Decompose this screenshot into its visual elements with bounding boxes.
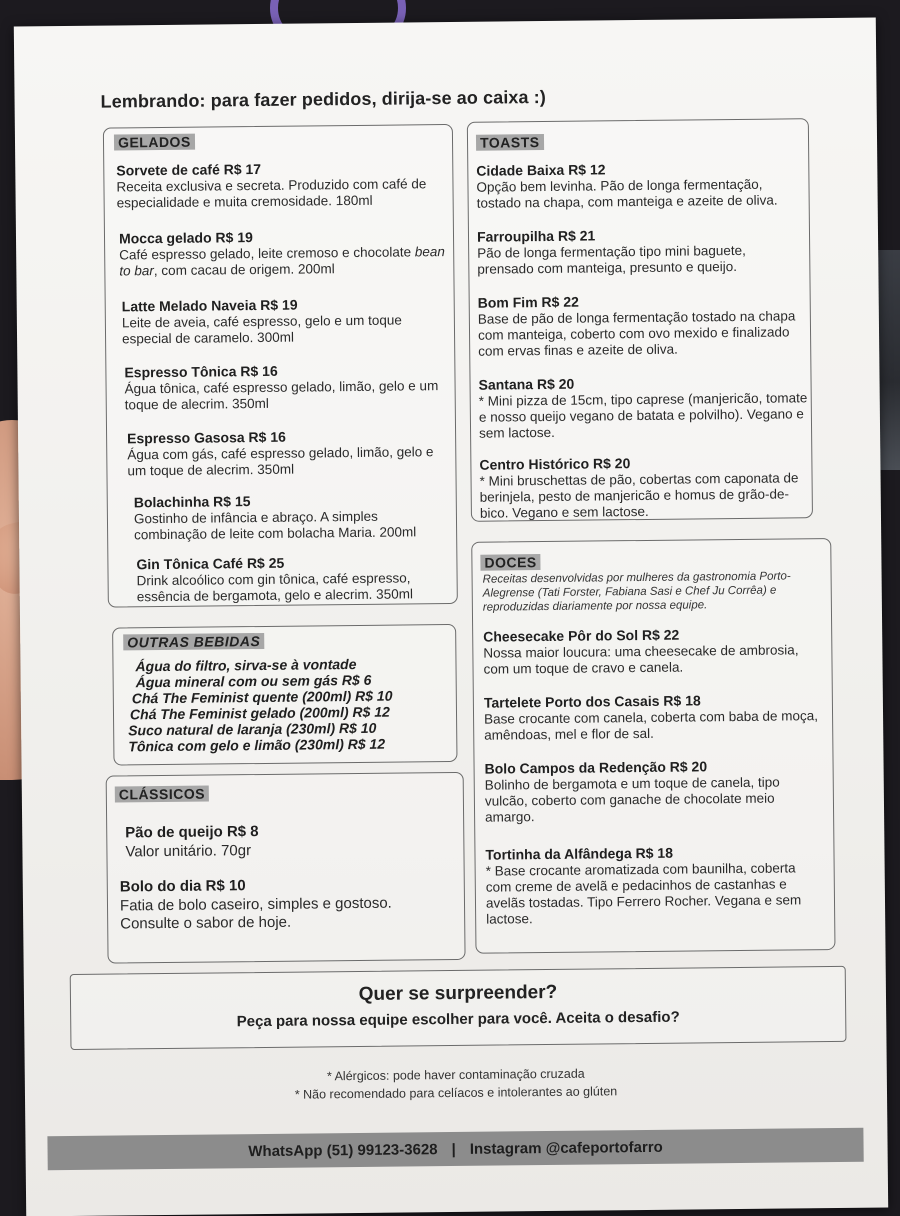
- header-note: Lembrando: para fazer pedidos, dirija-se ao caixa :): [100, 86, 546, 112]
- item-desc: Pão de longa fermentação tipo mini baguete, prensado com manteiga, presunto e queijo.: [477, 242, 746, 277]
- menu-item: [478, 291, 804, 359]
- list-item: Chá The Feminist gelado (200ml) R$ 12: [129, 703, 390, 723]
- instagram-handle: Instagram @cafeportofarro: [469, 1138, 663, 1158]
- footnote-celiac: * Não recomendado para celíacos e intolerantes ao glúten: [294, 1084, 618, 1102]
- surprise-title: Quer se surpreender?: [358, 981, 558, 1005]
- menu-item: [485, 757, 821, 826]
- item-desc: Drink alcoólico com gin tônica, café espresso, essência de bergamota, gelo e alecrim. 350ml: [136, 570, 413, 605]
- item-name: Farroupilha R$ 21: [476, 227, 596, 245]
- section-doces: [471, 538, 835, 954]
- item-desc: * Base crocante aromatizada com baunilha, coberta com creme de avelã e pedacinhos de castanhas e avelãs tostadas. Tipo Ferrero Rocher. Vegana e sem lactose.: [485, 860, 802, 927]
- section-toasts: [467, 118, 813, 522]
- menu-item: [119, 227, 449, 279]
- footer-separator: |: [451, 1140, 456, 1158]
- item-name: Bolo do dia R$ 10: [119, 877, 246, 896]
- menu-item: [116, 159, 446, 211]
- item-desc: Nossa maior loucura: uma cheesecake de ambrosia, com um toque de cravo e canela.: [483, 642, 799, 677]
- menu-item: [485, 843, 821, 928]
- menu-item: [479, 453, 810, 521]
- menu-item: [476, 159, 801, 211]
- item-desc: Valor unitário. 70gr: [125, 842, 252, 861]
- item-desc: Base crocante com canela, coberta com baba de moça, amêndoas, mel e flor de sal.: [483, 708, 819, 743]
- doces-intro: Receitas desenvolvidas por mulheres da gastronomia Porto-Alegrense (Tati Forster, Fabiana Sasi e Chef Ju Corrêa) e reproduzidas diariamente por nossa equipe.: [482, 570, 791, 614]
- item-name: Latte Melado Naveia R$ 19: [121, 296, 298, 315]
- item-name: Tortinha da Alfândega R$ 18: [485, 844, 674, 863]
- item-desc: Receita exclusiva e secreta. Produzido com café de especialidade e muita cremosidade. 180ml: [116, 176, 427, 211]
- item-name: Gin Tônica Café R$ 25: [136, 554, 285, 573]
- item-desc: Leite de aveia, café espresso, gelo e um toque especial de caramelo. 300ml: [121, 312, 402, 347]
- surprise-banner: [70, 966, 847, 1050]
- item-name: Espresso Gasosa R$ 16: [127, 428, 286, 447]
- item-desc: Fatia de bolo caseiro, simples e gostoso. Consulte o sabor de hoje.: [119, 894, 392, 933]
- menu-item: [124, 361, 450, 413]
- list-item: Tônica com gelo e limão (230ml) R$ 12: [128, 735, 386, 755]
- section-title-doces: DOCES: [480, 554, 540, 571]
- section-title-classicos: CLÁSSICOS: [115, 786, 209, 803]
- surprise-subtitle: Peça para nossa equipe escolher para você. Aceita o desafio?: [236, 1008, 680, 1031]
- item-name: Bolachinha R$ 15: [133, 493, 251, 511]
- footer-contact-bar: [47, 1128, 863, 1171]
- item-desc: Água com gás, café espresso gelado, limão, gelo e um toque de alecrim. 350ml: [127, 444, 434, 479]
- item-name: Tartelete Porto dos Casais R$ 18: [483, 692, 701, 711]
- footnote-allergy: * Alérgicos: pode haver contaminação cruzada: [326, 1066, 585, 1084]
- menu-item: [477, 225, 802, 277]
- list-item: Chá The Feminist quente (200ml) R$ 10: [131, 687, 393, 707]
- section-title-toasts: TOASTS: [476, 134, 544, 151]
- menu-paper: [14, 18, 888, 1216]
- item-name: Sorvete de café R$ 17: [116, 160, 262, 179]
- menu-item: [136, 553, 452, 605]
- item-name: Espresso Tônica R$ 16: [124, 362, 278, 381]
- section-gelados: [103, 124, 458, 608]
- list-item: Água do filtro, sirva-se à vontade: [135, 655, 357, 675]
- menu-item: [483, 625, 818, 678]
- item-desc: Opção bem levinha. Pão de longa fermentação, tostado na chapa, com manteiga e azeite de oliva.: [476, 176, 778, 211]
- item-desc: Bolinho de bergamota e um toque de canela, tipo vulcão, coberto com ganache de chocolate meio amargo.: [484, 774, 780, 825]
- menu-item: [125, 821, 445, 861]
- item-desc: Água tônica, café espresso gelado, limão, gelo e um toque de alecrim. 350ml: [124, 378, 439, 413]
- item-name: Centro Histórico R$ 20: [479, 455, 631, 473]
- menu-item: [484, 691, 819, 744]
- section-title-gelados: GELADOS: [114, 134, 195, 151]
- item-name: Cidade Baixa R$ 12: [476, 161, 606, 179]
- section-classicos: [106, 772, 466, 964]
- item-name: Pão de queijo R$ 8: [125, 823, 259, 842]
- whatsapp-contact: WhatsApp (51) 99123-3628: [248, 1140, 438, 1160]
- menu-item: [127, 427, 451, 479]
- list-item: Suco natural de laranja (230ml) R$ 10: [128, 719, 377, 739]
- item-name: Bolo Campos da Redenção R$ 20: [484, 758, 708, 777]
- item-desc: Gostinho de infância e abraço. A simples combinação de leite com bolacha Maria. 200ml: [133, 508, 417, 543]
- menu-item: [120, 875, 441, 933]
- menu-item: [478, 373, 809, 441]
- item-desc: * Mini bruschettas de pão, cobertas com caponata de berinjela, pesto de manjericão e homus de grão-de-bico. Vegano e sem lactose.: [479, 470, 799, 521]
- menu-item: [134, 491, 452, 543]
- section-outras-bebidas: [112, 624, 457, 766]
- item-name: Mocca gelado R$ 19: [118, 229, 253, 247]
- item-desc: Base de pão de longa fermentação tostado na chapa com manteiga, coberto com ovo mexido e finalizado com ervas finas e azeite de oliva.: [477, 308, 796, 359]
- section-title-outras-bebidas: OUTRAS BEBIDAS: [123, 633, 264, 650]
- list-item: Água mineral com ou sem gás R$ 6: [135, 671, 372, 691]
- item-name: Cheesecake Pôr do Sol R$ 22: [483, 626, 680, 645]
- item-desc: * Mini pizza de 15cm, tipo caprese (manjericão, tomate e nosso queijo vegano de batata e polvilho). Vegano e sem lactose.: [478, 390, 808, 441]
- item-desc: Café espresso gelado, leite cremoso e chocolate bean to bar, com cacau de origem. 200ml: [119, 244, 445, 279]
- item-name: Bom Fim R$ 22: [477, 293, 579, 311]
- drinks-list: [128, 655, 393, 755]
- menu-item: [122, 295, 450, 347]
- item-name: Santana R$ 20: [478, 375, 575, 393]
